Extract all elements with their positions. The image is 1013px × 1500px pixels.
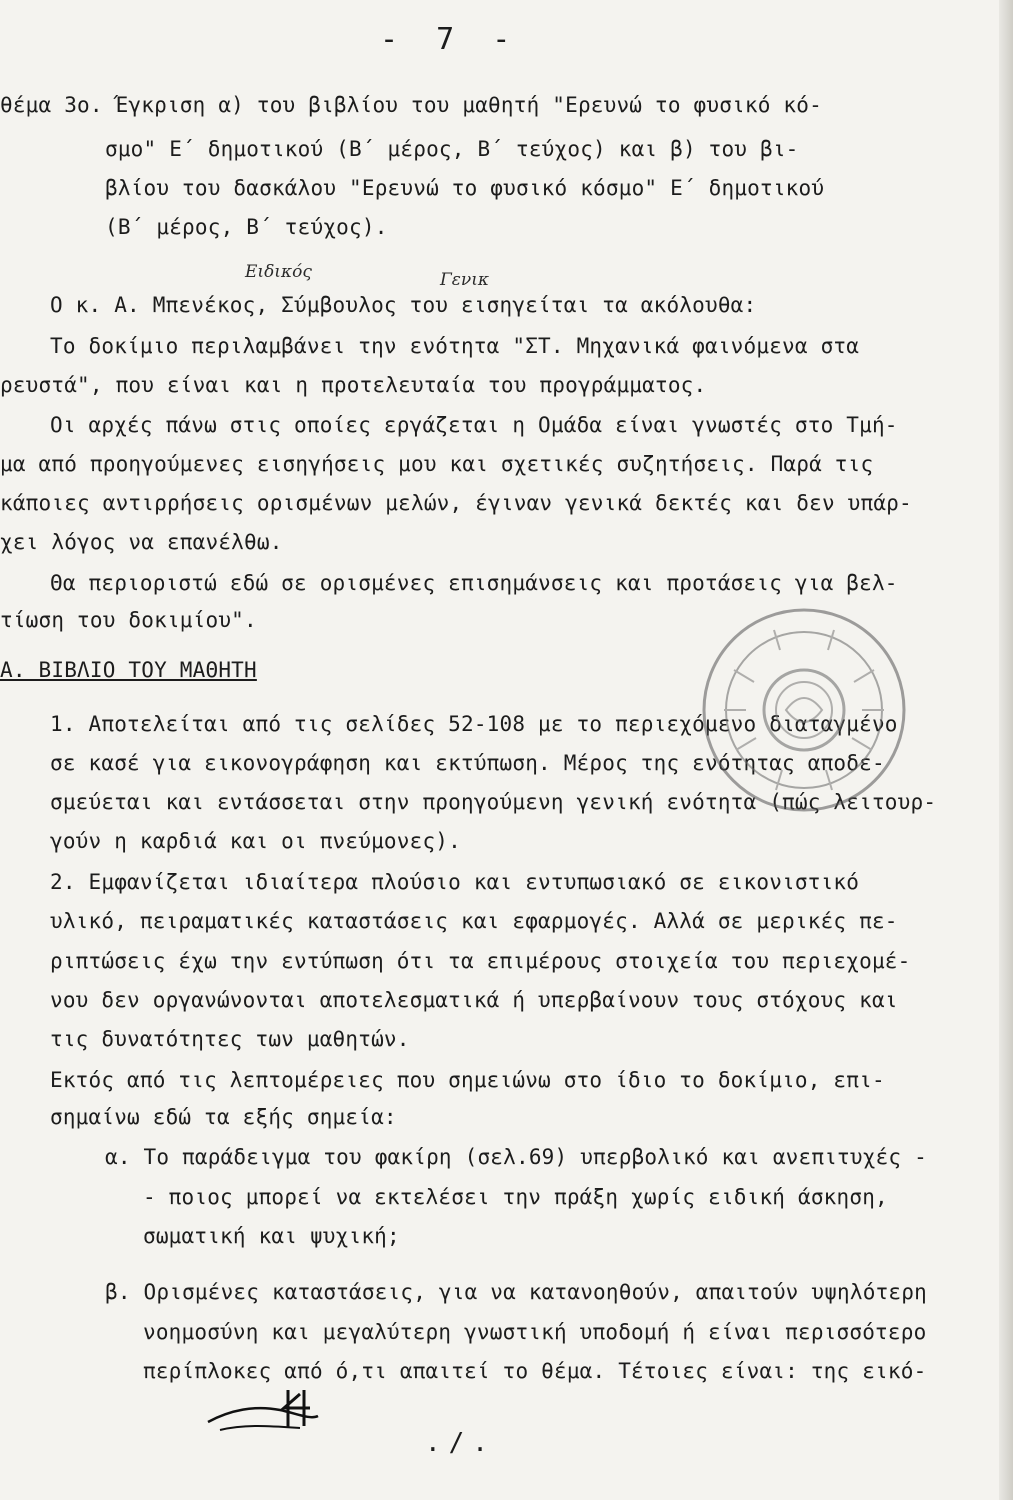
official-stamp-icon (694, 600, 914, 820)
text-line: υλικό, πειραματικές καταστάσεις και εφαρμογές. Αλλά σε μερικές πε- (50, 909, 898, 933)
text-line: Εκτός από τις λεπτομέρειες που σημειώνω στο ίδιο το δοκίμιο, επι- (50, 1068, 885, 1092)
text-line: μα από προηγούμενες εισηγήσεις μου και σχετικές συζητήσεις. Παρά τις (0, 452, 874, 476)
text-line: - ποιος μπορεί να εκτελέσει την πράξη χωρίς ειδική άσκηση, (143, 1185, 888, 1209)
text-line: Το δοκίμιο περιλαμβάνει την ενότητα "ΣΤ. Μηχανικά φαινόμενα στα (50, 334, 860, 358)
text-line: σωματική και ψυχική; (143, 1224, 400, 1248)
text-line: σμεύεται και εντάσσεται στην προηγούμενη γενική ενότητα (πώς λειτουρ- (50, 790, 937, 814)
text-line: βλίου του δασκάλου "Ερευνώ το φυσικό κόσμο" Ε΄ δημοτικού (105, 176, 825, 200)
text-line: περίπλοκες από ό,τι απαιτεί το θέμα. Τέτοιες είναι: της εικό- (143, 1359, 927, 1383)
text-line: Οι αρχές πάνω στις οποίες εργάζεται η Ομάδα είναι γνωστές στο Τμή- (50, 413, 898, 437)
handwritten-note-eidikos: Ειδικός (245, 262, 312, 282)
text-line: γούν η καρδιά και οι πνεύμονες). (50, 829, 461, 853)
text-line: ρευστά", που είναι και η προτελευταία του προγράμματος. (0, 373, 707, 397)
page-number: - 7 - (380, 22, 521, 57)
continuation-mark: ./. (425, 1428, 496, 1458)
text-line: νου δεν οργανώνονται αποτελεσματικά ή υπερβαίνουν τους στόχους και (50, 988, 898, 1012)
text-line: νοημοσύνη και μεγαλύτερη γνωστική υποδομή ή είναι περισσότερο (143, 1320, 927, 1344)
text-line: χει λόγος να επανέλθω. (0, 530, 283, 554)
text-line: τίωση του δοκιμίου". (0, 608, 257, 632)
text-line: σημαίνω εδώ τα εξής σημεία: (50, 1105, 397, 1129)
page-edge (999, 0, 1013, 1500)
text-line: τις δυνατότητες των μαθητών. (50, 1027, 410, 1051)
text-line: Ο κ. Α. Μπενέκος, Σύμβουλος του εισηγείται τα ακόλουθα: (50, 293, 757, 317)
text-line: (Β΄ μέρος, Β΄ τεύχος). (105, 215, 388, 239)
text-line: Θα περιοριστώ εδώ σε ορισμένες επισημάνσεις και προτάσεις για βελ- (50, 571, 898, 595)
text-line: 1. Αποτελείται από τις σελίδες 52-108 με το περιεχόμενο διαταγμένο (50, 712, 898, 736)
text-line: σε κασέ για εικονογράφηση και εκτύπωση. Μέρος της ενότητας αποδε- (50, 751, 885, 775)
section-heading: Α. ΒΙΒΛΙΟ ΤΟΥ ΜΑΘΗΤΗ (0, 658, 257, 682)
list-item-b: β. Ορισμένες καταστάσεις, για να κατανοηθούν, απαιτούν υψηλότερη (105, 1280, 927, 1304)
text-line: θέμα 3ο. Έγκριση α) του βιβλίου του μαθητή "Ερευνώ το φυσικό κό- (0, 93, 822, 117)
text-line: κάποιες αντιρρήσεις ορισμένων μελών, έγιναν γενικά δεκτές και δεν υπάρ- (0, 491, 912, 515)
text-line: σμο" Ε΄ δημοτικού (Β΄ μέρος, Β΄ τεύχος) και β) του βι- (105, 137, 799, 161)
handwritten-signature-icon (200, 1380, 340, 1440)
text-line: 2. Εμφανίζεται ιδιαίτερα πλούσιο και εντυπωσιακό σε εικονιστικό (50, 870, 860, 894)
text-line: ριπτώσεις έχω την εντύπωση ότι τα επιμέρους στοιχεία του περιεχομέ- (50, 949, 911, 973)
handwritten-note-genikos: Γενικ (440, 270, 490, 290)
list-item-a: α. Το παράδειγμα του φακίρη (σελ.69) υπερβολικό και ανεπιτυχές - (105, 1145, 927, 1169)
